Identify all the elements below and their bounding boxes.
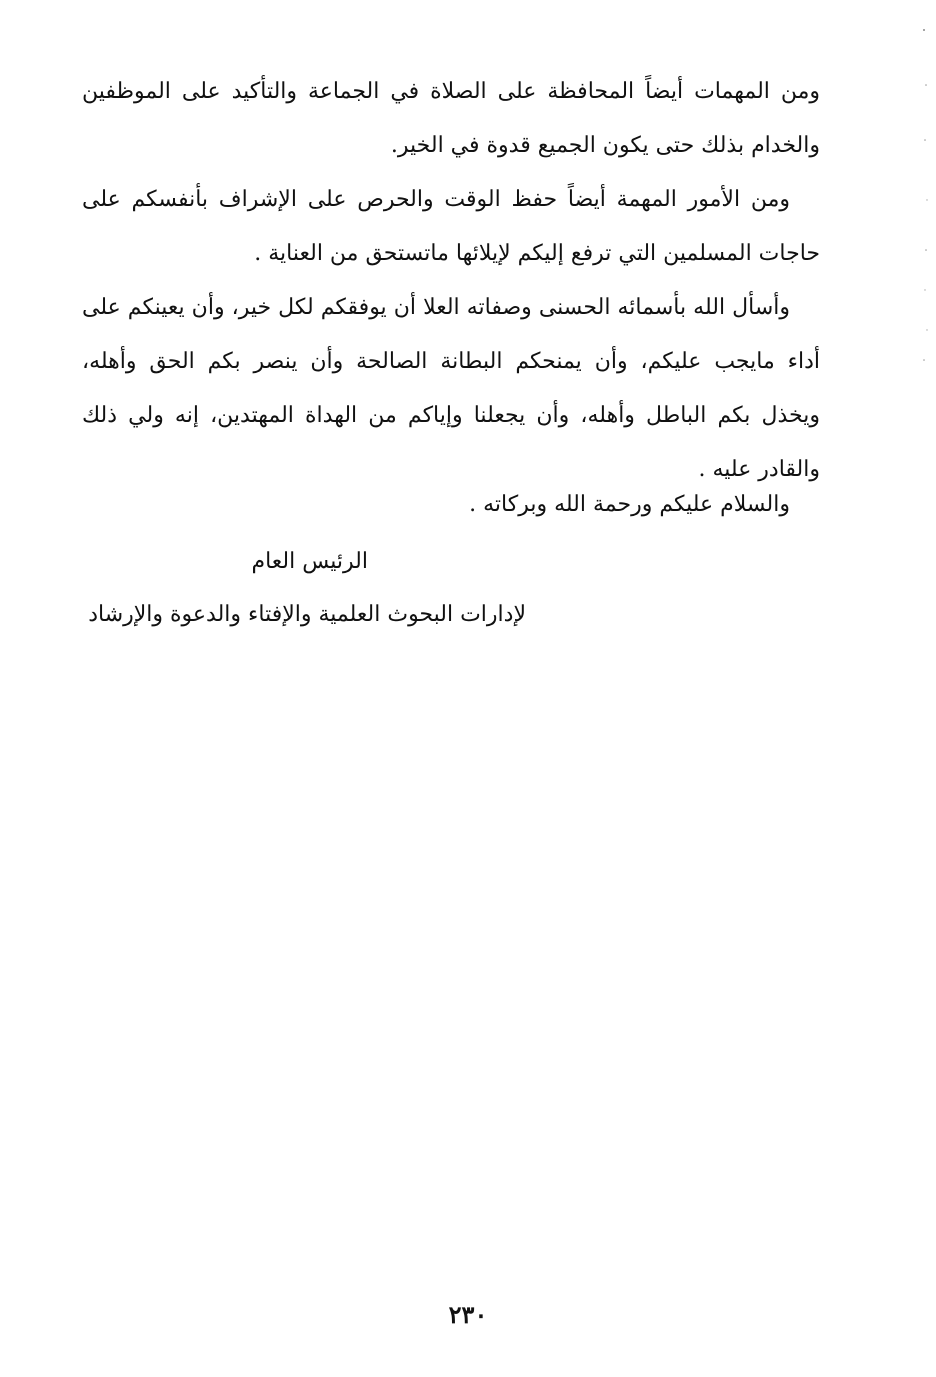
paragraph-closing-greeting: والسلام عليكم ورحمة الله وبركاته .: [469, 492, 790, 517]
signature-organization: لإدارات البحوث العلمية والإفتاء والدعوة والإرشاد: [88, 602, 526, 627]
paragraph-prayer-in-congregation: ومن المهمات أيضاً المحافظة على الصلاة في الجماعة والتأكيد على الموظفين والخدام بذلك حتى يكون الجميع قدوة في الخير.: [82, 79, 820, 158]
paragraph-supplication: وأسأل الله بأسمائه الحسنى وصفاته العلا أن يوفقكم لكل خير، وأن يعينكم على أداء مايجب عليكم، وأن يمنحكم البطانة الصالحة وأن ينصر بكم الحق وأهله، ويخذل بكم الباطل وأهله، وأن يجعلنا وإياكم من الهداة المهتدين، إنه ولي ذلك والقادر عليه .: [82, 295, 820, 482]
paragraph-time-and-supervision: ومن الأمور المهمة أيضاً حفظ الوقت والحرص على الإشراف بأنفسكم على حاجات المسلمين التي ترفع إليكم لإيلائها ماتستحق من العناية .: [82, 187, 820, 266]
scan-specks-decoration: [896, 0, 936, 1377]
signature-title: الرئيس العام: [251, 549, 368, 574]
page-number: ٢٣٠: [448, 1300, 488, 1329]
